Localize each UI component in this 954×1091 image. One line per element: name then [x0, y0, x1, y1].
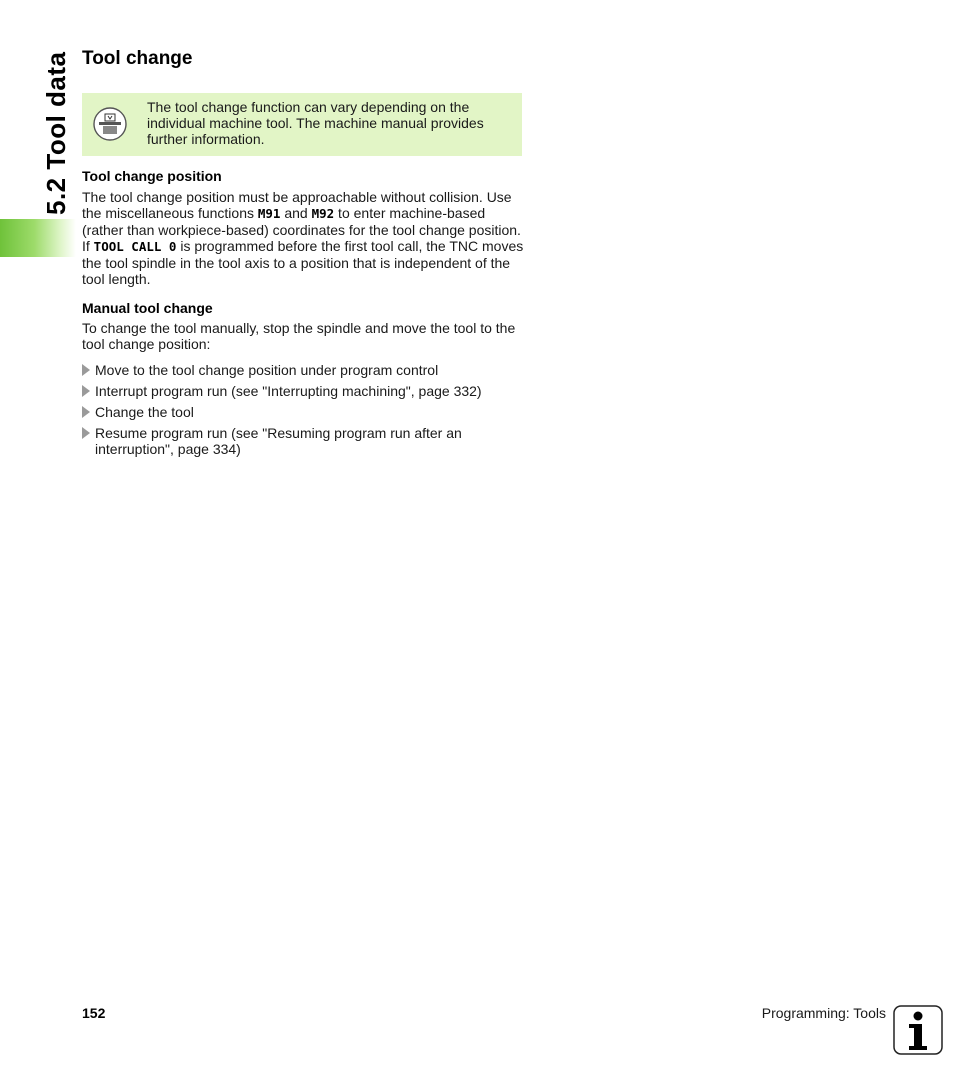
procedure-step — [82, 425, 527, 457]
chapter-name: Programming: Tools — [761, 1005, 886, 1021]
paragraph-text: and — [280, 205, 312, 221]
step-arrow-icon — [82, 427, 90, 439]
step-arrow-icon — [82, 385, 90, 397]
tool-change-position-heading: Tool change position — [82, 168, 222, 184]
step-arrow-icon — [82, 406, 90, 418]
step-text: Change the tool — [95, 404, 194, 420]
page-number: 152 — [82, 1005, 106, 1021]
manual-tool-change-intro: To change the tool manually, stop the spindle and move the tool to the tool change position: — [82, 320, 516, 352]
step-text: Move to the tool change position under program control — [95, 362, 439, 378]
step-text: Interrupt program run (see "Interrupting machining", page 332) — [95, 383, 482, 399]
paragraph-text: The tool change position must be approachable without collision. Use the miscellaneous functions — [82, 189, 512, 221]
machine-note-box — [82, 93, 522, 156]
procedure-step — [82, 404, 527, 420]
procedure-steps — [82, 362, 527, 462]
step-arrow-icon — [82, 364, 90, 376]
paragraph-text: is programmed before the first tool call, the TNC moves the tool spindle in the tool axis to a position that is independent of the tool length. — [82, 238, 524, 287]
machine-note-text: The tool change function can vary depending on the individual machine tool. The machine manual provides further information. — [147, 99, 484, 147]
procedure-step — [82, 362, 527, 378]
code-m92: M92 — [311, 206, 335, 221]
paragraph-text: to enter machine-based (rather than workpiece-based) coordinates for the tool change position. If — [82, 205, 521, 254]
section-side-title — [0, 40, 76, 220]
manual-tool-change-heading: Manual tool change — [82, 300, 213, 316]
code-tool-call: TOOL CALL 0 — [93, 239, 177, 254]
tool-change-position-paragraph — [82, 189, 527, 287]
section-tab-marker — [0, 219, 76, 257]
info-icon — [893, 1005, 943, 1055]
procedure-step — [82, 383, 527, 399]
page-heading: Tool change — [82, 48, 193, 69]
section-side-title-text: 5.2 Tool data — [41, 51, 71, 215]
machine-tool-icon — [93, 107, 127, 141]
step-text: Resume program run (see "Resuming program run after an interruption", page 334) — [95, 425, 462, 457]
code-m91: M91 — [257, 206, 281, 221]
